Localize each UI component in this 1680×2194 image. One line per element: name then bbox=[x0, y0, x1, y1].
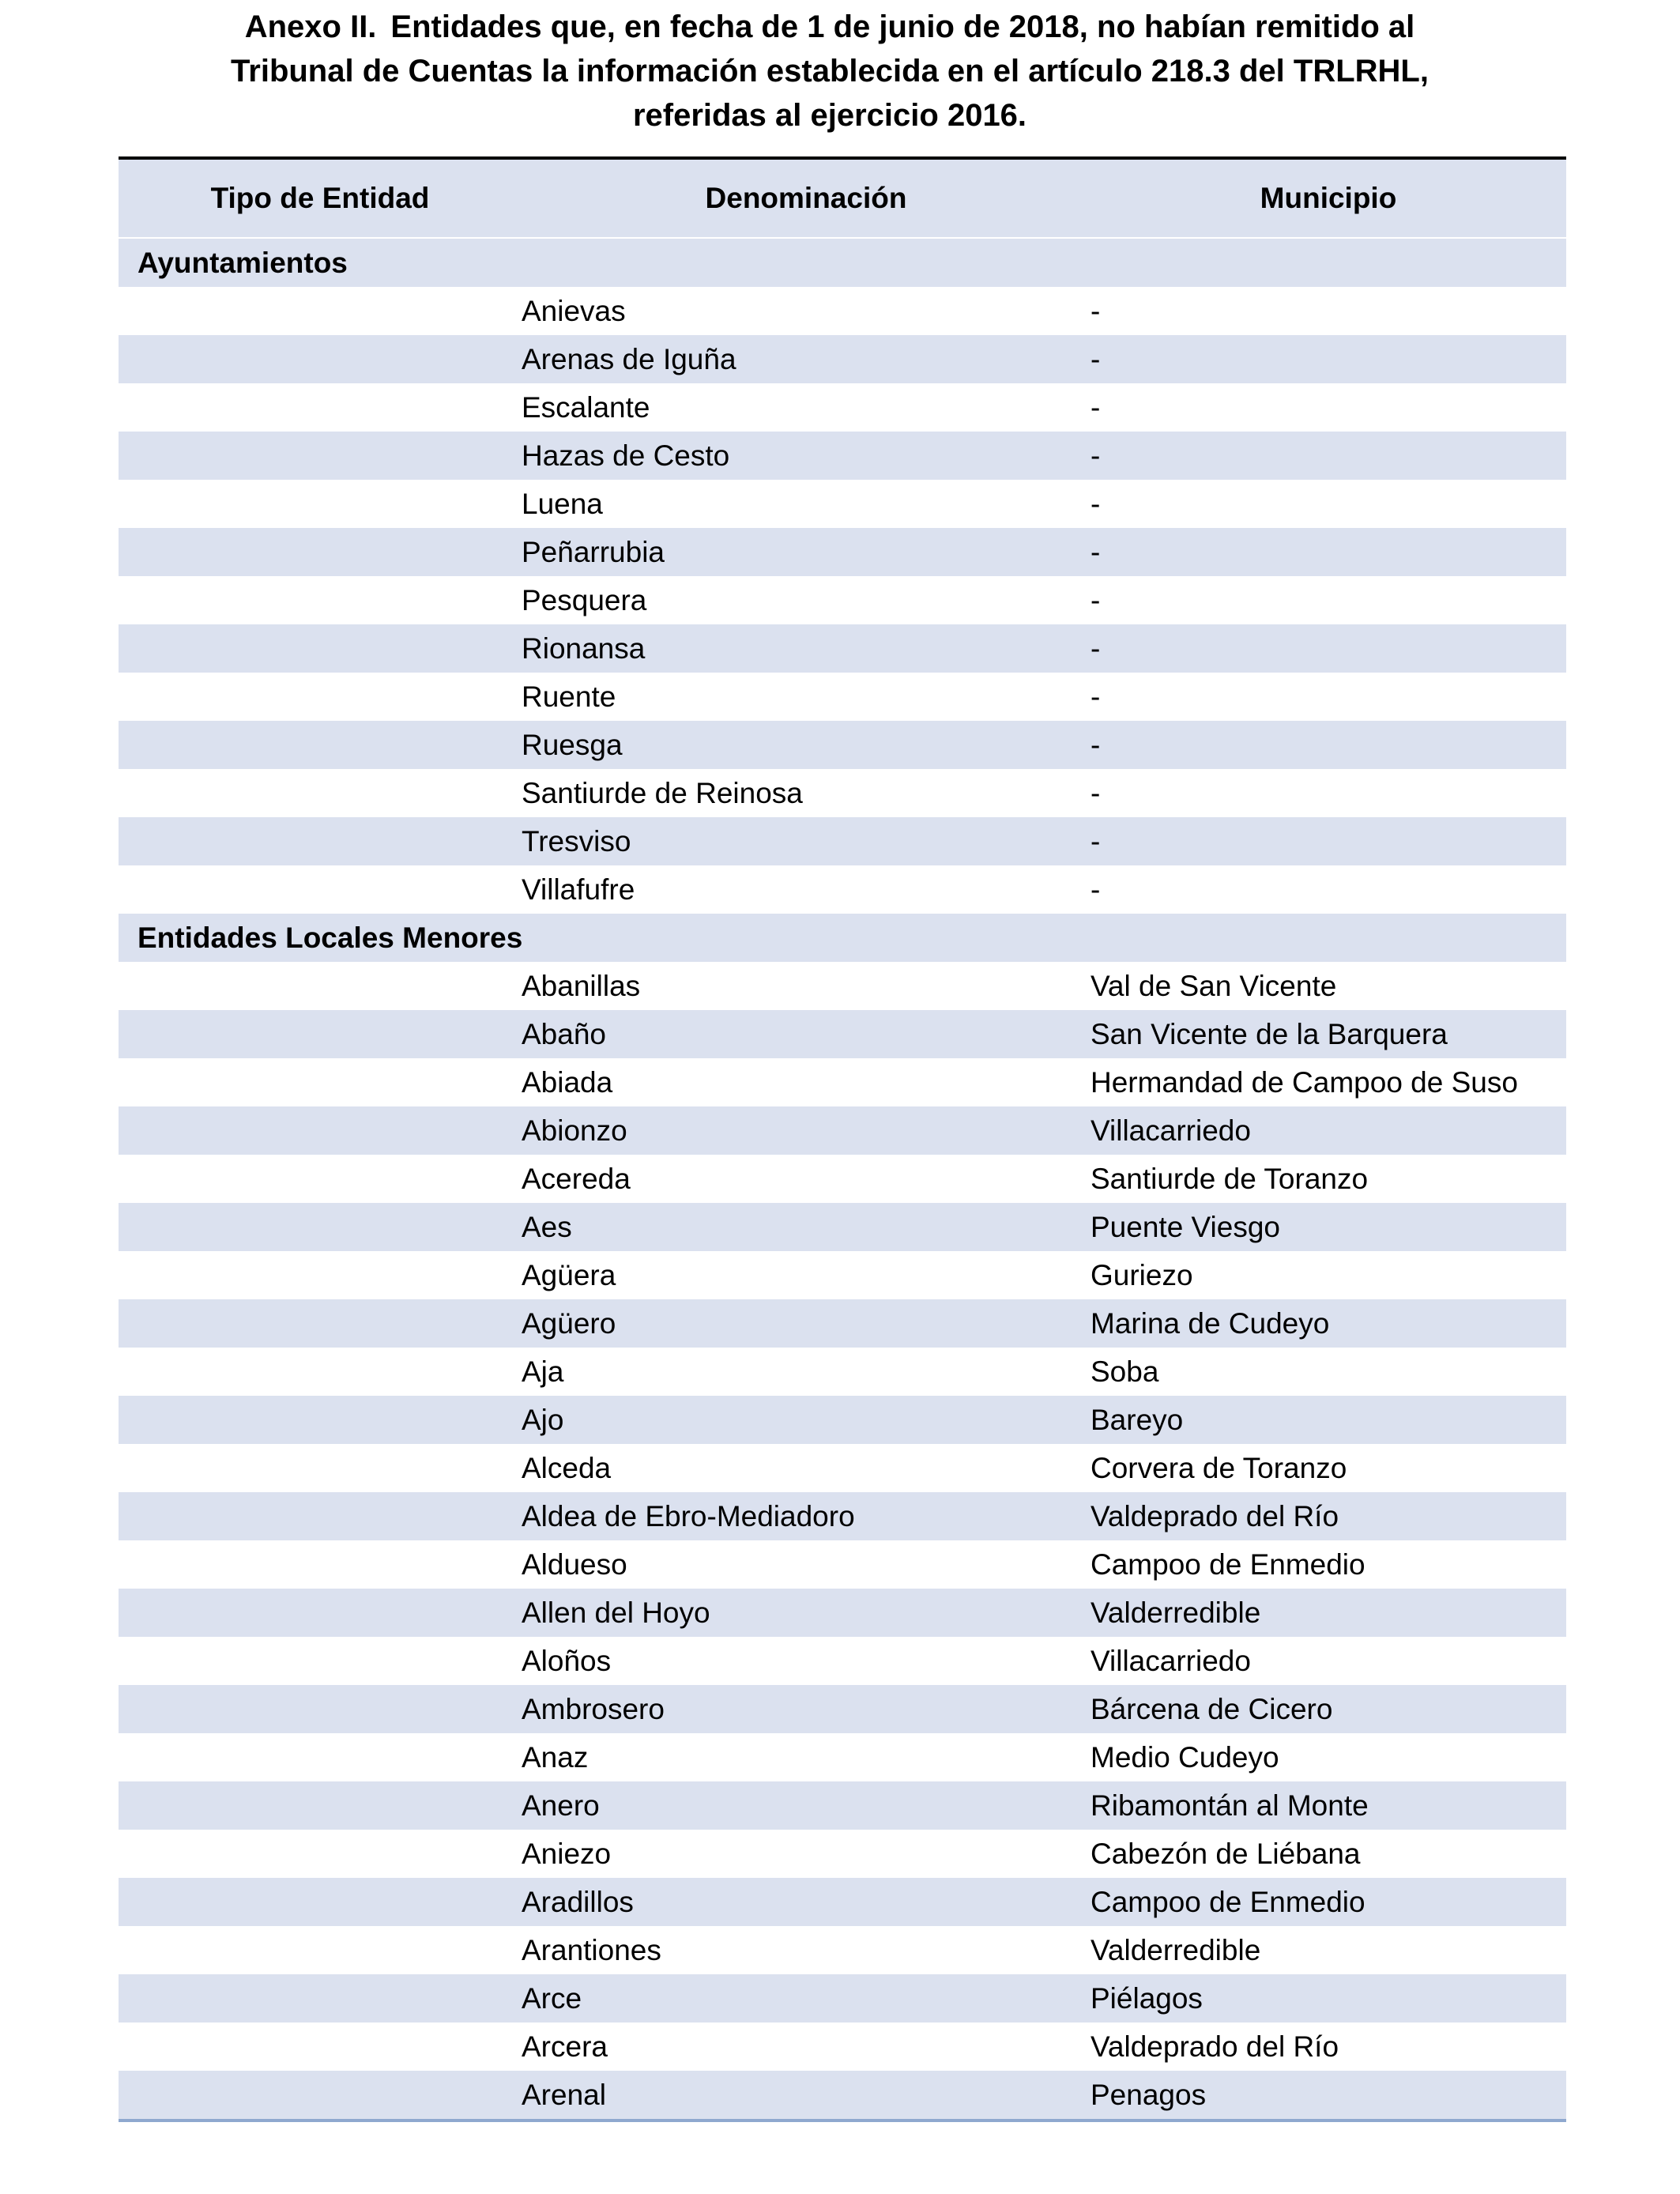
table-row bbox=[119, 1155, 1566, 1203]
table-row bbox=[119, 1685, 1566, 1733]
denominacion-cell: Arenal bbox=[522, 2078, 606, 2111]
denominacion-cell: Abaño bbox=[522, 1017, 606, 1050]
municipio-cell: Bárcena de Cicero bbox=[1090, 1692, 1333, 1725]
annex-label: Anexo II. bbox=[244, 9, 377, 44]
denominacion-cell: Allen del Hoyo bbox=[522, 1596, 710, 1629]
municipio-cell: - bbox=[1090, 631, 1101, 665]
municipio-cell: Bareyo bbox=[1090, 1403, 1184, 1436]
municipio-cell: Marina de Cudeyo bbox=[1090, 1306, 1330, 1340]
denominacion-cell: Aradillos bbox=[522, 1885, 634, 1918]
table-row bbox=[119, 1830, 1566, 1878]
table-row bbox=[119, 673, 1566, 721]
table-row bbox=[119, 335, 1566, 383]
table-row bbox=[119, 1733, 1566, 1781]
municipio-cell: Puente Viesgo bbox=[1090, 1210, 1281, 1243]
municipio-cell: - bbox=[1090, 583, 1101, 616]
table-row bbox=[119, 1299, 1566, 1348]
denominacion-cell: Alceda bbox=[522, 1451, 612, 1484]
header-tipo-entidad: Tipo de Entidad bbox=[210, 182, 430, 214]
denominacion-cell: Ambrosero bbox=[522, 1692, 665, 1725]
denominacion-cell: Abiada bbox=[522, 1065, 613, 1099]
denominacion-cell: Agüera bbox=[522, 1258, 616, 1291]
denominacion-cell: Luena bbox=[522, 487, 603, 520]
denominacion-cell: Santiurde de Reinosa bbox=[522, 776, 803, 809]
table-row bbox=[119, 528, 1566, 576]
denominacion-cell: Agüero bbox=[522, 1306, 616, 1340]
municipio-cell: Piélagos bbox=[1090, 1981, 1203, 2015]
group-name: Ayuntamientos bbox=[137, 246, 348, 279]
table-row bbox=[119, 1492, 1566, 1540]
table-row bbox=[119, 1878, 1566, 1926]
denominacion-cell: Ajo bbox=[522, 1403, 564, 1436]
municipio-cell: Medio Cudeyo bbox=[1090, 1740, 1279, 1774]
municipio-cell: - bbox=[1090, 342, 1101, 375]
table-header bbox=[119, 160, 1566, 239]
title-line-2: Tribunal de Cuentas la información establecida en el artículo 218.3 del TRLRHL, bbox=[231, 54, 1429, 89]
denominacion-cell: Villafufre bbox=[522, 873, 635, 906]
municipio-cell: Valderredible bbox=[1090, 1596, 1261, 1629]
municipio-cell: - bbox=[1090, 439, 1101, 472]
table-row bbox=[119, 1106, 1566, 1155]
municipio-cell: Corvera de Toranzo bbox=[1090, 1451, 1347, 1484]
table-row bbox=[119, 1010, 1566, 1058]
municipio-cell: Villacarriedo bbox=[1090, 1644, 1251, 1677]
municipio-cell: - bbox=[1090, 294, 1101, 327]
municipio-cell: Guriezo bbox=[1090, 1258, 1193, 1291]
municipio-cell: Ribamontán al Monte bbox=[1090, 1789, 1369, 1822]
municipio-cell: Campoo de Enmedio bbox=[1090, 1547, 1365, 1581]
denominacion-cell: Arce bbox=[522, 1981, 582, 2015]
municipio-cell: - bbox=[1090, 824, 1101, 858]
denominacion-cell: Escalante bbox=[522, 390, 650, 424]
denominacion-cell: Aldueso bbox=[522, 1547, 627, 1581]
denominacion-cell: Acereda bbox=[522, 1162, 631, 1195]
document-title bbox=[119, 5, 1541, 138]
table-row bbox=[119, 865, 1566, 914]
group-row bbox=[119, 914, 1566, 962]
table-row bbox=[119, 1589, 1566, 1637]
denominacion-cell: Ruente bbox=[522, 680, 616, 713]
municipio-cell: Valdeprado del Río bbox=[1090, 1499, 1339, 1532]
municipio-cell: - bbox=[1090, 535, 1101, 568]
municipio-cell: - bbox=[1090, 680, 1101, 713]
denominacion-cell: Hazas de Cesto bbox=[522, 439, 730, 472]
denominacion-cell: Aniezo bbox=[522, 1837, 612, 1870]
table-row bbox=[119, 1974, 1566, 2022]
denominacion-cell: Aldea de Ebro-Mediadoro bbox=[522, 1499, 855, 1532]
table-row bbox=[119, 2071, 1566, 2119]
municipio-cell: Villacarriedo bbox=[1090, 1114, 1251, 1147]
denominacion-cell: Arenas de Iguña bbox=[522, 342, 736, 375]
municipio-cell: - bbox=[1090, 728, 1101, 761]
municipio-cell: Hermandad de Campoo de Suso bbox=[1090, 1065, 1518, 1099]
table-row bbox=[119, 2022, 1566, 2071]
denominacion-cell: Arantiones bbox=[522, 1933, 661, 1966]
municipio-cell: Campoo de Enmedio bbox=[1090, 1885, 1365, 1918]
header-municipio: Municipio bbox=[1260, 182, 1397, 214]
table-row bbox=[119, 576, 1566, 624]
municipio-cell: - bbox=[1090, 776, 1101, 809]
denominacion-cell: Anero bbox=[522, 1789, 600, 1822]
table-row bbox=[119, 432, 1566, 480]
table-row bbox=[119, 1251, 1566, 1299]
table-row bbox=[119, 1348, 1566, 1396]
denominacion-cell: Rionansa bbox=[522, 631, 646, 665]
municipio-cell: Cabezón de Liébana bbox=[1090, 1837, 1361, 1870]
denominacion-cell: Aloños bbox=[522, 1644, 612, 1677]
table-row bbox=[119, 1540, 1566, 1589]
denominacion-cell: Ruesga bbox=[522, 728, 623, 761]
municipio-cell: Valderredible bbox=[1090, 1933, 1261, 1966]
table-row bbox=[119, 1203, 1566, 1251]
table-row bbox=[119, 769, 1566, 817]
denominacion-cell: Aes bbox=[522, 1210, 572, 1243]
table-row bbox=[119, 962, 1566, 1010]
denominacion-cell: Anaz bbox=[522, 1740, 589, 1774]
entities-table bbox=[119, 156, 1566, 2122]
table-row bbox=[119, 1637, 1566, 1685]
municipio-cell: San Vicente de la Barquera bbox=[1090, 1017, 1448, 1050]
group-row bbox=[119, 239, 1566, 287]
denominacion-cell: Abionzo bbox=[522, 1114, 627, 1147]
municipio-cell: Val de San Vicente bbox=[1090, 969, 1337, 1002]
table-row bbox=[119, 287, 1566, 335]
table-row bbox=[119, 721, 1566, 769]
municipio-cell: - bbox=[1090, 873, 1101, 906]
table-row bbox=[119, 1396, 1566, 1444]
denominacion-cell: Arcera bbox=[522, 2030, 608, 2063]
municipio-cell: Soba bbox=[1090, 1355, 1159, 1388]
table-body bbox=[119, 239, 1566, 2119]
group-name: Entidades Locales Menores bbox=[137, 921, 523, 954]
municipio-cell: - bbox=[1090, 487, 1101, 520]
municipio-cell: - bbox=[1090, 390, 1101, 424]
table-row bbox=[119, 383, 1566, 432]
title-line-1 bbox=[119, 5, 1541, 49]
table-row bbox=[119, 817, 1566, 865]
title-line-1-text: Entidades que, en fecha de 1 de junio de 2018, no habían remitido al bbox=[390, 9, 1415, 44]
denominacion-cell: Pesquera bbox=[522, 583, 647, 616]
denominacion-cell: Aja bbox=[522, 1355, 564, 1388]
title-line-3: referidas al ejercicio 2016. bbox=[632, 98, 1027, 133]
table-bottom-rule bbox=[119, 2119, 1566, 2122]
table-row bbox=[119, 480, 1566, 528]
table-row bbox=[119, 624, 1566, 673]
municipio-cell: Penagos bbox=[1090, 2078, 1207, 2111]
table-row bbox=[119, 1444, 1566, 1492]
denominacion-cell: Abanillas bbox=[522, 969, 641, 1002]
table-row bbox=[119, 1781, 1566, 1830]
header-denominacion: Denominación bbox=[705, 182, 907, 214]
municipio-cell: Valdeprado del Río bbox=[1090, 2030, 1339, 2063]
municipio-cell: Santiurde de Toranzo bbox=[1090, 1162, 1369, 1195]
denominacion-cell: Peñarrubia bbox=[522, 535, 665, 568]
denominacion-cell: Tresviso bbox=[522, 824, 631, 858]
table-row bbox=[119, 1926, 1566, 1974]
denominacion-cell: Anievas bbox=[522, 294, 626, 327]
table-row bbox=[119, 1058, 1566, 1106]
